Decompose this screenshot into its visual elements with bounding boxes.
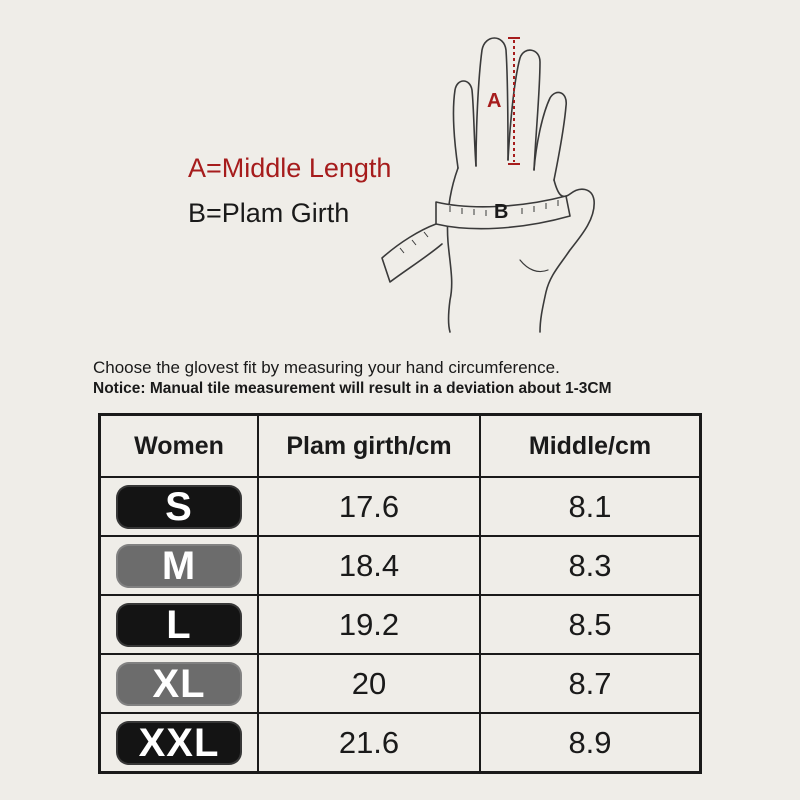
middle-cell: 8.3 bbox=[480, 536, 701, 595]
label-b: B bbox=[494, 201, 509, 223]
legend-palm-girth: B=Plam Girth bbox=[188, 198, 350, 228]
girth-cell: 19.2 bbox=[258, 595, 480, 654]
middle-cell: 8.9 bbox=[480, 713, 701, 773]
intro-text: Choose the glovest fit by measuring your hand circumference. bbox=[93, 358, 560, 377]
size-cell bbox=[100, 536, 259, 595]
table-row bbox=[100, 595, 701, 654]
size-badge: XL bbox=[116, 662, 242, 706]
middle-cell: 8.7 bbox=[480, 654, 701, 713]
girth-cell: 18.4 bbox=[258, 536, 480, 595]
size-cell bbox=[100, 654, 259, 713]
size-cell bbox=[100, 595, 259, 654]
girth-cell: 20 bbox=[258, 654, 480, 713]
girth-cell: 17.6 bbox=[258, 477, 480, 536]
header-palm-girth: Plam girth/cm bbox=[258, 415, 480, 478]
size-cell bbox=[100, 477, 259, 536]
table-row bbox=[100, 536, 701, 595]
size-badge: S bbox=[116, 485, 242, 529]
label-a: A bbox=[487, 90, 502, 112]
table-row bbox=[100, 477, 701, 536]
legend-middle-length: A=Middle Length bbox=[188, 153, 392, 183]
girth-cell: 21.6 bbox=[258, 713, 480, 773]
notice-text: Notice: Manual tile measurement will result in a deviation about 1-3CM bbox=[93, 380, 612, 397]
header-women: Women bbox=[100, 415, 259, 478]
table-header-row bbox=[100, 415, 701, 478]
table-row bbox=[100, 713, 701, 773]
size-badge: XXL bbox=[116, 721, 242, 765]
size-badge: M bbox=[116, 544, 242, 588]
middle-cell: 8.5 bbox=[480, 595, 701, 654]
middle-cell: 8.1 bbox=[480, 477, 701, 536]
size-cell bbox=[100, 713, 259, 773]
hand-outline-icon bbox=[370, 20, 610, 340]
size-chart-table bbox=[98, 413, 702, 774]
size-badge: L bbox=[116, 603, 242, 647]
header-middle: Middle/cm bbox=[480, 415, 701, 478]
hand-measurement-diagram bbox=[0, 0, 800, 345]
table-row bbox=[100, 654, 701, 713]
